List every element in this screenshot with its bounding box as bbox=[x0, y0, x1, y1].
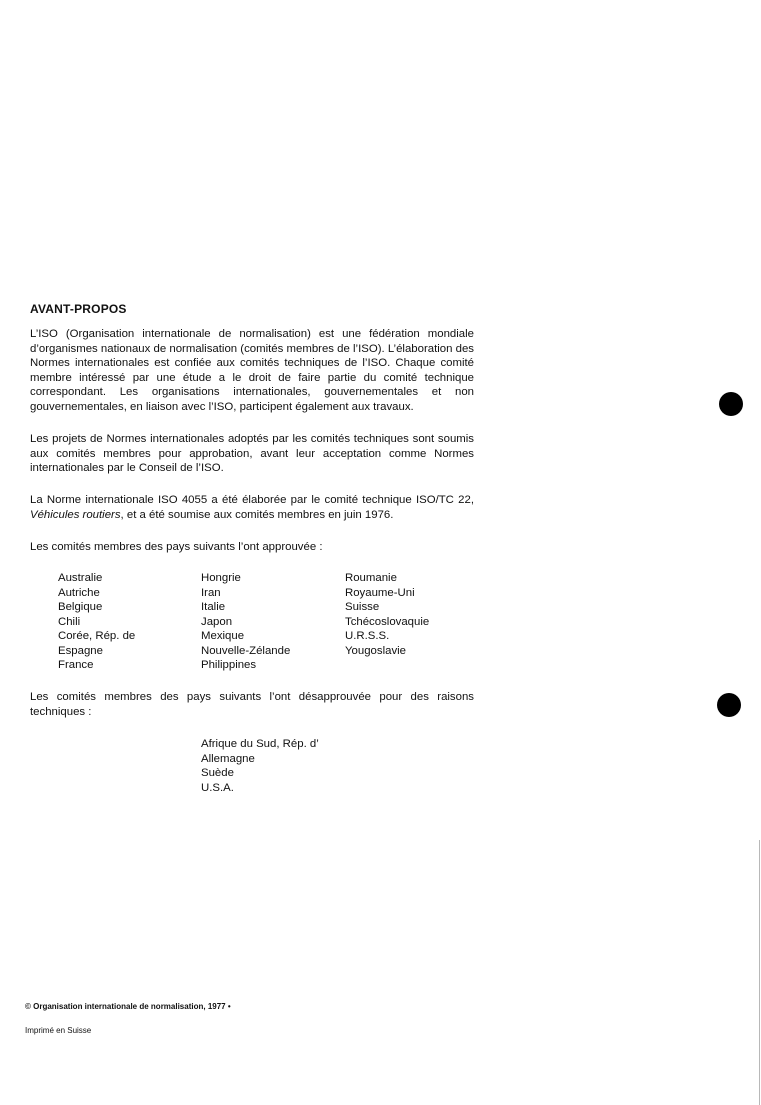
country: Iran bbox=[201, 586, 221, 599]
punch-hole-icon bbox=[719, 392, 743, 416]
paragraph-approved-intro: Les comités membres des pays suivants l’ont approuvée : bbox=[30, 541, 323, 553]
country: U.S.A. bbox=[201, 781, 234, 794]
country: Australie bbox=[58, 572, 103, 584]
country: U.R.S.S. bbox=[345, 630, 390, 642]
country: Belgique bbox=[58, 601, 103, 613]
country: Chili bbox=[58, 615, 81, 628]
copyright-notice: © Organisation internationale de normalisation, 1977 • bbox=[25, 1002, 231, 1011]
country: Suède bbox=[201, 767, 234, 779]
country: Italie bbox=[201, 601, 226, 613]
country: Tchécoslovaquie bbox=[345, 615, 430, 628]
country: Hongrie bbox=[201, 572, 241, 584]
standard-origin-text-end: , et a été soumise aux comités membres en juin 1976. bbox=[120, 508, 394, 521]
paragraph-approval-process: Les projets de Normes internationales adoptés par les comités techniques sont soumis aux comités membres pour approbation, avant leur acceptation comme Normes internationales par le Conseil de l’ISO. bbox=[30, 433, 474, 474]
country: Yougoslavie bbox=[345, 644, 407, 657]
country: Royaume-Uni bbox=[345, 586, 415, 599]
punch-hole-icon bbox=[717, 693, 741, 717]
country: Philippines bbox=[201, 659, 257, 671]
approved-column-2 bbox=[201, 571, 290, 673]
country: Espagne bbox=[58, 644, 103, 657]
country: Corée, Rép. de bbox=[58, 630, 136, 642]
approved-column-1 bbox=[58, 571, 135, 673]
country: Roumanie bbox=[345, 572, 397, 584]
country: Autriche bbox=[58, 586, 100, 599]
country: France bbox=[58, 659, 94, 671]
section-heading: AVANT-PROPOS bbox=[30, 302, 127, 316]
paragraph-iso-intro: L’ISO (Organisation internationale de normalisation) est une fédération mondiale d’organismes nationaux de normalisation (comités membres de l’ISO). L’élaboration des Normes internationales est confiée aux comités techniques de l’ISO. Chaque comité membre intéressé par une étude a le droit de faire partie du comité technique correspondant. Les organisations internationales, gouvernementales et non gouvernementales, en liaison avec l’ISO, participent également aux travaux. bbox=[30, 328, 474, 413]
country: Nouvelle-Zélande bbox=[201, 644, 291, 657]
country: Mexique bbox=[201, 630, 245, 642]
approved-column-3 bbox=[345, 571, 429, 658]
paragraph-disapproved-intro: Les comités membres des pays suivants l’ont désapprouvée pour des raisons techniques : bbox=[30, 691, 474, 718]
disapproved-list bbox=[201, 737, 319, 795]
committee-title: Véhicules routiers bbox=[30, 508, 121, 521]
country: Suisse bbox=[345, 601, 380, 613]
country: Afrique du Sud, Rép. d’ bbox=[201, 738, 319, 750]
paragraph-standard-origin bbox=[30, 493, 474, 522]
standard-origin-text: La Norme internationale ISO 4055 a été élaborée par le comité technique ISO/TC 22, bbox=[30, 494, 474, 506]
country: Japon bbox=[201, 615, 233, 628]
country: Allemagne bbox=[201, 752, 255, 765]
page-edge-divider bbox=[759, 840, 760, 1105]
printed-in: Imprimé en Suisse bbox=[25, 1026, 92, 1035]
